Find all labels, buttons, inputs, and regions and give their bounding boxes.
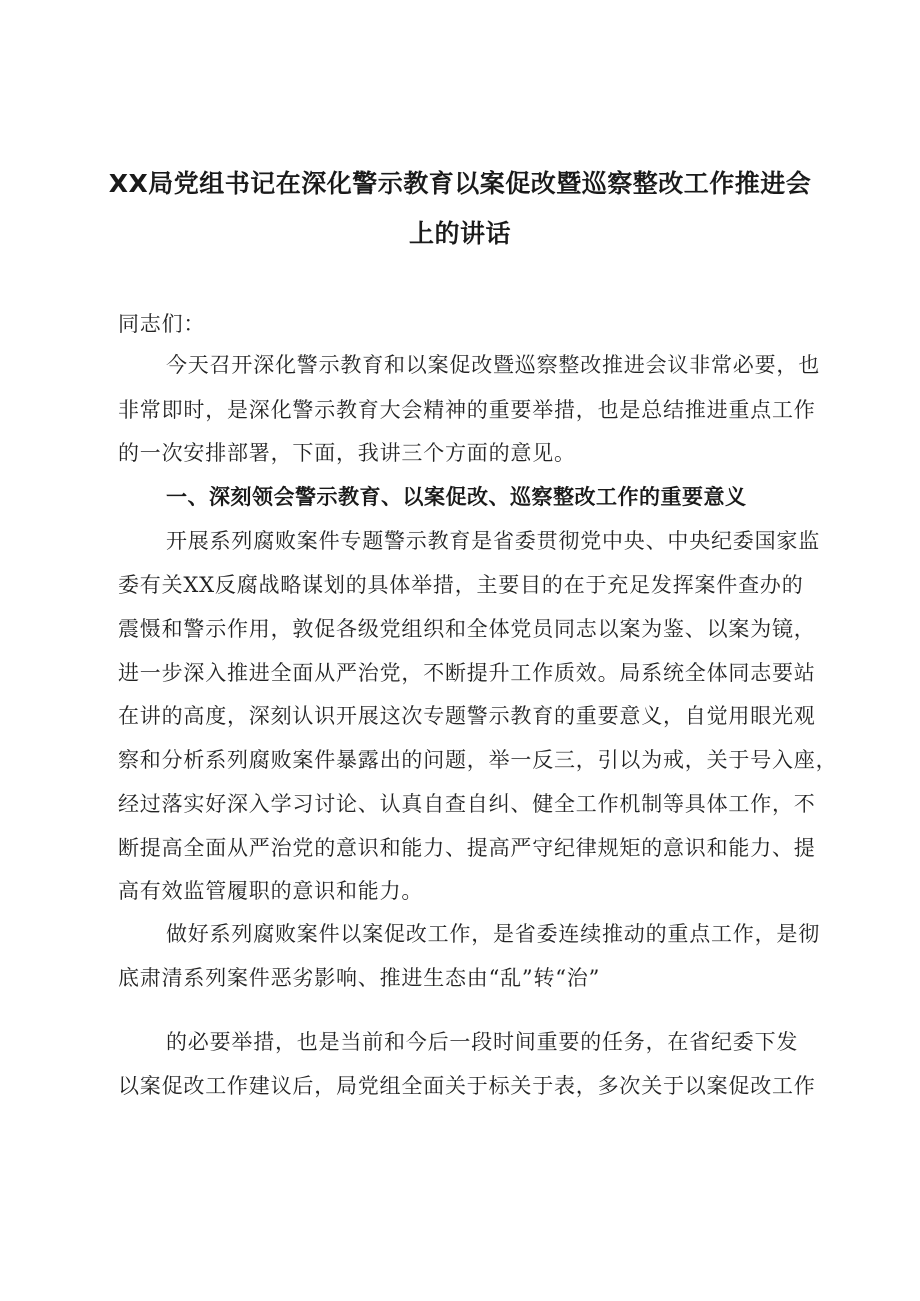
paragraph-line: 非常即时，是深化警示教育大会精神的重要举措，也是总结推进重点工作: [118, 398, 816, 422]
paragraph-line: 做好系列腐败案件以案促改工作，是省委连续推动的重点工作，是彻: [166, 922, 820, 946]
paragraph-line: 以案促改工作建议后，局党组全面关于标关于表，多次关于以案促改工作: [118, 1074, 816, 1098]
paragraph-line: 的一次安排部署，下面，我讲三个方面的意见。: [118, 441, 576, 465]
paragraph-line: 的必要举措，也是当前和今后一段时间重要的任务，在省纪委下发: [166, 1030, 799, 1054]
paragraph-line: 断提高全面从严治党的意识和能力、提高严守纪律规矩的意识和能力、提: [118, 836, 816, 860]
document-title-line2: 上的讲话: [408, 219, 511, 248]
paragraph-line: 进一步深入推进全面从严治党，不断提升工作质效。局系统全体同志要站: [118, 661, 816, 685]
salutation: 同志们：: [118, 312, 206, 336]
paragraph-line: 察和分析系列腐败案件暴露出的问题，举一反三，引以为戒，关于号入座，: [118, 748, 838, 772]
paragraph-line: 底肃清系列案件恶劣影响、推进生态由“乱”转“治”: [118, 966, 601, 990]
paragraph-line: 委有关XX反腐战略谋划的具体举措，主要目的在于充足发挥案件查办的: [118, 573, 804, 597]
section-heading-1: 一、深刻领会警示教育、以案促改、巡察整改工作的重要意义: [166, 485, 747, 509]
paragraph-line: 今天召开深化警示教育和以案促改暨巡察整改推进会议非常必要，也: [166, 353, 820, 377]
paragraph-line: 震慑和警示作用，敦促各级党组织和全体党员同志以案为鉴、以案为镜，: [118, 617, 816, 641]
paragraph-line: 在讲的高度，深刻认识开展这次专题警示教育的重要意义，自觉用眼光观: [118, 704, 816, 728]
paragraph-line: 开展系列腐败案件专题警示教育是省委贯彻党中央、中央纪委国家监: [166, 529, 820, 553]
document-title-line1: XX局党组书记在深化警示教育以案促改暨巡察整改工作推进会: [108, 169, 812, 198]
paragraph-line: 高有效监管履职的意识和能力。: [118, 879, 424, 903]
paragraph-line: 经过落实好深入学习讨论、认真自查自纠、健全工作机制等具体工作，不: [118, 792, 816, 816]
